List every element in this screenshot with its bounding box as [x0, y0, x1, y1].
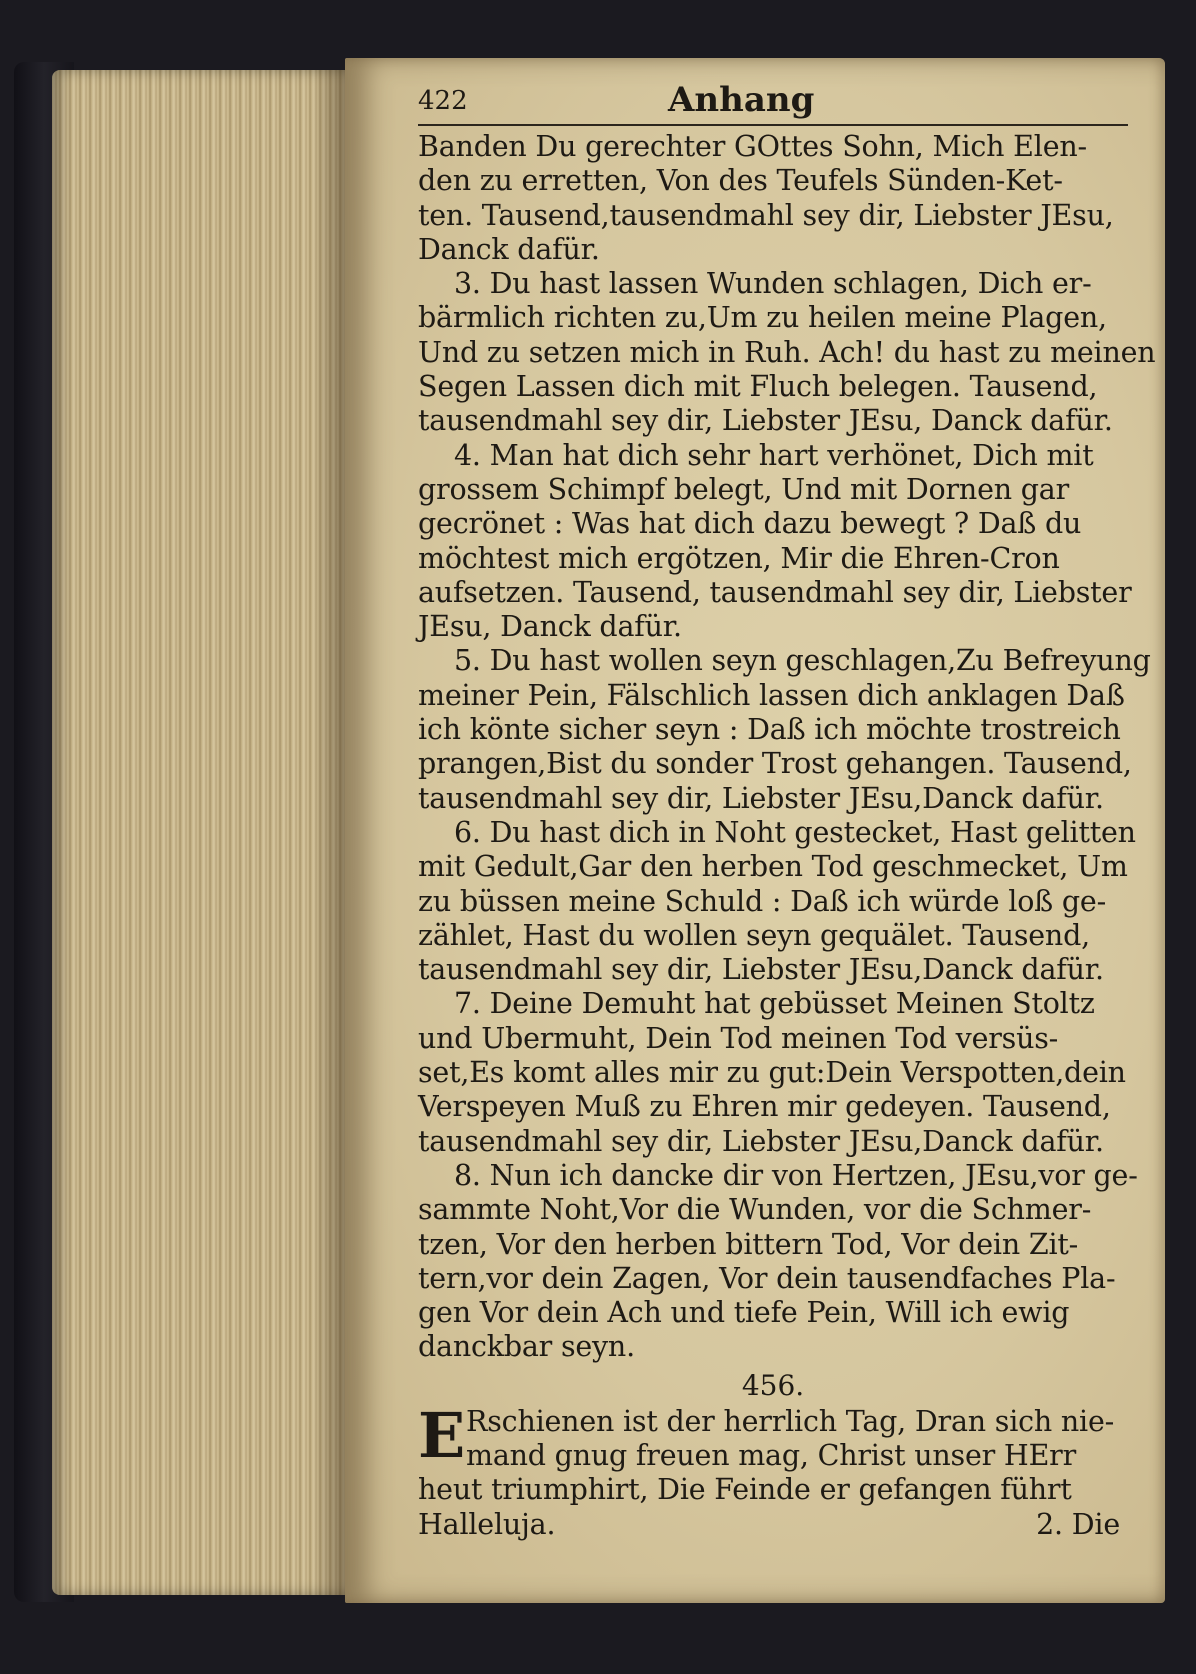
- text-line: Verspeyen Muß zu Ehren mir gedeyen. Tausend,: [418, 1090, 1111, 1124]
- text-line: sammte Noht,Vor die Wunden, vor die Schmer-: [418, 1193, 1092, 1227]
- text-line: und Ubermuht, Dein Tod meinen Tod versüs-: [418, 1021, 1059, 1055]
- hymn-line-text: Halleluja.: [418, 1507, 556, 1541]
- text-line: zählet, Hast du wollen seyn gequälet. Tausend,: [418, 918, 1090, 952]
- text-line: 3. Du hast lassen Wunden schlagen, Dich er-: [454, 267, 1092, 301]
- text-line: tausendmahl sey dir, Liebster JEsu,Danck dafür.: [418, 1124, 1104, 1158]
- page-header: [418, 80, 1128, 126]
- text-line: danckbar seyn.: [418, 1330, 635, 1364]
- text-line: tausendmahl sey dir, Liebster JEsu,Danck dafür.: [418, 781, 1104, 815]
- text-line: 8. Nun ich dancke dir von Hertzen, JEsu,vor ge-: [454, 1158, 1138, 1192]
- hymn-first-line-text: Rschienen ist der herrlich Tag, Dran sich nie-: [466, 1404, 1115, 1438]
- text-line: grossem Schimpf belegt, Und mit Dornen gar: [418, 472, 1070, 506]
- hymn-line: heut triumphirt, Die Feinde er gefangen führt: [418, 1473, 1072, 1507]
- text-line: 5. Du hast wollen seyn geschlagen,Zu Befreyung: [454, 644, 1151, 678]
- text-line: tern,vor dein Zagen, Vor dein tausendfaches Pla-: [418, 1261, 1116, 1295]
- hymn-verses: [418, 130, 1156, 1365]
- hymn-line: mand gnug freuen mag, Christ unser HErr: [466, 1438, 1077, 1472]
- text-line: set,Es komt alles mir zu gut:Dein Verspotten,dein: [418, 1056, 1126, 1090]
- text-line: ten. Tausend,tausendmahl sey dir, Liebster JEsu,: [418, 198, 1114, 232]
- text-line: tausendmahl sey dir, Liebster JEsu,Danck dafür.: [418, 953, 1104, 987]
- text-line: Segen Lassen dich mit Fluch belegen. Tausend,: [418, 370, 1098, 404]
- drop-cap-initial: E: [418, 1398, 466, 1472]
- text-line: meiner Pein, Fälschlich lassen dich anklagen Daß: [418, 678, 1125, 712]
- hymn-number: 456.: [741, 1368, 805, 1402]
- text-line: ich könte sicher seyn : Daß ich möchte trostreich: [418, 713, 1121, 747]
- text-line: Banden Du gerechter GOttes Sohn, Mich Elen-: [418, 130, 1087, 163]
- text-line: mit Gedult,Gar den herben Tod geschmecket, Um: [418, 850, 1128, 884]
- text-line: gen Vor dein Ach und tiefe Pein, Will ich ewig: [418, 1296, 1070, 1330]
- text-line: 4. Man hat dich sehr hart verhönet, Dich mit: [454, 438, 1094, 472]
- page-text: [418, 80, 1156, 1542]
- text-line: Danck dafür.: [418, 232, 600, 266]
- text-line: tzen, Vor den herben bittern Tod, Vor dein Zit-: [418, 1227, 1079, 1261]
- text-line: zu büssen meine Schuld : Daß ich würde loß ge-: [418, 884, 1107, 918]
- text-line: JEsu, Danck dafür.: [418, 610, 682, 644]
- text-line: prangen,Bist du sonder Trost gehangen. Tausend,: [418, 747, 1132, 781]
- hymn-last-line: [418, 1508, 1128, 1542]
- text-line: tausendmahl sey dir, Liebster JEsu, Danck dafür.: [418, 404, 1113, 438]
- text-line: gecrönet : Was hat dich dazu bewegt ? Daß du: [418, 507, 1082, 541]
- text-line: aufsetzen. Tausend, tausendmahl sey dir, Liebster: [418, 575, 1132, 609]
- text-line: den zu erretten, Von des Teufels Sünden-Ket-: [418, 164, 1063, 198]
- text-line: möchtest mich ergötzen, Mir die Ehren-Cron: [418, 541, 1060, 575]
- text-line: 6. Du hast dich in Noht gestecket, Hast gelitten: [454, 815, 1136, 849]
- catchword: 2. Die: [1036, 1507, 1120, 1541]
- page-stack-edges: [52, 70, 352, 1595]
- page-number: 422: [418, 86, 468, 116]
- running-title: Anhang: [668, 80, 815, 120]
- text-line: bärmlich richten zu,Um zu heilen meine Plagen,: [418, 301, 1107, 335]
- text-line: Und zu setzen mich in Ruh. Ach! du hast zu meinen: [418, 335, 1156, 369]
- text-line: 7. Deine Demuht hat gebüsset Meinen Stoltz: [454, 987, 1095, 1021]
